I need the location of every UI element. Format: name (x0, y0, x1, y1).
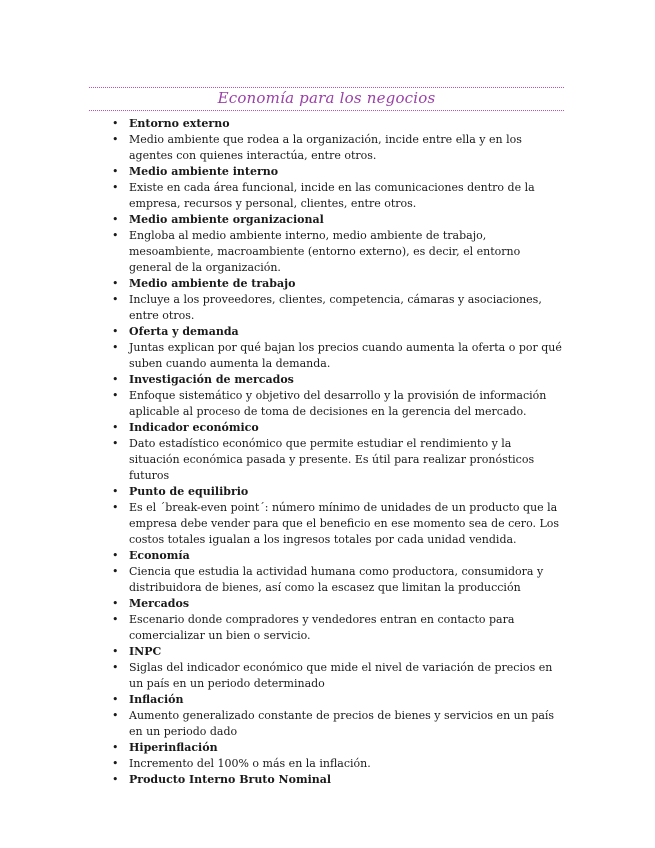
glossary-term-item (0, 692, 655, 708)
term-text: Medio ambiente de trabajo (129, 277, 296, 290)
bullet-icon: • (112, 709, 119, 722)
bullet-icon: • (112, 213, 119, 226)
glossary-definition-item (0, 708, 655, 740)
glossary-definition-item (0, 228, 655, 276)
definition-text: Siglas del indicador económico que mide el nivel de variación de precios en un país en un periodo determinado (129, 661, 553, 690)
glossary-definition-item (0, 436, 655, 484)
definition-text: Medio ambiente que rodea a la organización, incide entre ella y en los agentes con quienes interactúa, entre otros. (129, 133, 522, 162)
bullet-icon: • (112, 117, 119, 130)
term-text: Entorno externo (129, 117, 230, 130)
definition-text: Escenario donde compradores y vendedores entran en contacto para comercializar un bien o servicio. (129, 613, 515, 642)
glossary-term-item (0, 740, 655, 756)
glossary-definition-item (0, 564, 655, 596)
bullet-icon: • (112, 693, 119, 706)
bullet-icon: • (112, 133, 119, 146)
bullet-icon: • (112, 421, 119, 434)
definition-text: Incremento del 100% o más en la inflación. (129, 757, 371, 770)
glossary-definition-item (0, 612, 655, 644)
bullet-icon: • (112, 341, 119, 354)
definition-text: Dato estadístico económico que permite estudiar el rendimiento y la situación económica pasada y presente. Es útil para realizar pronósticos futuros (129, 437, 535, 482)
glossary-term-item (0, 596, 655, 612)
term-text: Hiperinflación (129, 741, 218, 754)
term-text: Medio ambiente interno (129, 165, 279, 178)
definition-text: Aumento generalizado constante de precios de bienes y servicios en un país en un periodo dado (129, 709, 555, 738)
document-title: Economía para los negocios (217, 89, 436, 107)
term-text: Mercados (129, 597, 190, 610)
bullet-icon: • (112, 501, 119, 514)
definition-text: Es el ´break-even point´: número mínimo de unidades de un producto que la empresa debe vender para que el beneficio en ese momento sea de cero. Los costos totales igualan a los ingresos totales por cada unidad vendida. (129, 501, 560, 546)
glossary-definition-item (0, 388, 655, 420)
title-band (89, 87, 564, 111)
glossary-list (0, 116, 655, 788)
glossary-definition-item (0, 340, 655, 372)
glossary-term-item (0, 420, 655, 436)
definition-text: Incluye a los proveedores, clientes, competencia, cámaras y asociaciones, entre otros. (129, 293, 542, 322)
bullet-icon: • (112, 661, 119, 674)
bullet-icon: • (112, 565, 119, 578)
term-text: Punto de equilibrio (129, 485, 249, 498)
glossary-definition-item (0, 180, 655, 212)
bullet-icon: • (112, 741, 119, 754)
term-text: Oferta y demanda (129, 325, 239, 338)
glossary-term-item (0, 548, 655, 564)
glossary-definition-item (0, 292, 655, 324)
definition-text: Ciencia que estudia la actividad humana como productora, consumidora y distribuidora de bienes, así como la escasez que limitan la producción (129, 565, 544, 594)
bullet-icon: • (112, 597, 119, 610)
bullet-icon: • (112, 293, 119, 306)
glossary-term-item (0, 212, 655, 228)
glossary-term-item (0, 324, 655, 340)
glossary-term-item (0, 164, 655, 180)
definition-text: Existe en cada área funcional, incide en las comunicaciones dentro de la empresa, recursos y personal, clientes, entre otros. (129, 181, 535, 210)
bullet-icon: • (112, 645, 119, 658)
bullet-icon: • (112, 165, 119, 178)
definition-text: Engloba al medio ambiente interno, medio ambiente de trabajo, mesoambiente, macroambiente (entorno externo), es decir, el entorno general de la organización. (129, 229, 521, 274)
bullet-icon: • (112, 613, 119, 626)
term-text: Producto Interno Bruto Nominal (129, 773, 332, 786)
term-text: Medio ambiente organizacional (129, 213, 324, 226)
definition-text: Juntas explican por qué bajan los precios cuando aumenta la oferta o por qué suben cuando aumenta la demanda. (129, 341, 562, 370)
glossary-term-item (0, 772, 655, 788)
glossary-term-item (0, 116, 655, 132)
bullet-icon: • (112, 757, 119, 770)
glossary-definition-item (0, 756, 655, 772)
bullet-icon: • (112, 181, 119, 194)
term-text: Indicador económico (129, 421, 259, 434)
bullet-icon: • (112, 549, 119, 562)
bullet-icon: • (112, 773, 119, 786)
glossary-definition-item (0, 132, 655, 164)
bullet-icon: • (112, 325, 119, 338)
definition-text: Enfoque sistemático y objetivo del desarrollo y la provisión de información aplicable al proceso de toma de decisiones en la gerencia del mercado. (129, 389, 547, 418)
term-text: INPC (129, 645, 162, 658)
bullet-icon: • (112, 373, 119, 386)
glossary-term-item (0, 644, 655, 660)
term-text: Investigación de mercados (129, 373, 294, 386)
term-text: Economía (129, 549, 190, 562)
bullet-icon: • (112, 277, 119, 290)
bullet-icon: • (112, 437, 119, 450)
glossary-definition-item (0, 660, 655, 692)
term-text: Inflación (129, 693, 184, 706)
bullet-icon: • (112, 485, 119, 498)
glossary-definition-item (0, 500, 655, 548)
glossary-term-item (0, 484, 655, 500)
glossary-term-item (0, 372, 655, 388)
glossary-term-item (0, 276, 655, 292)
bullet-icon: • (112, 229, 119, 242)
bullet-icon: • (112, 389, 119, 402)
